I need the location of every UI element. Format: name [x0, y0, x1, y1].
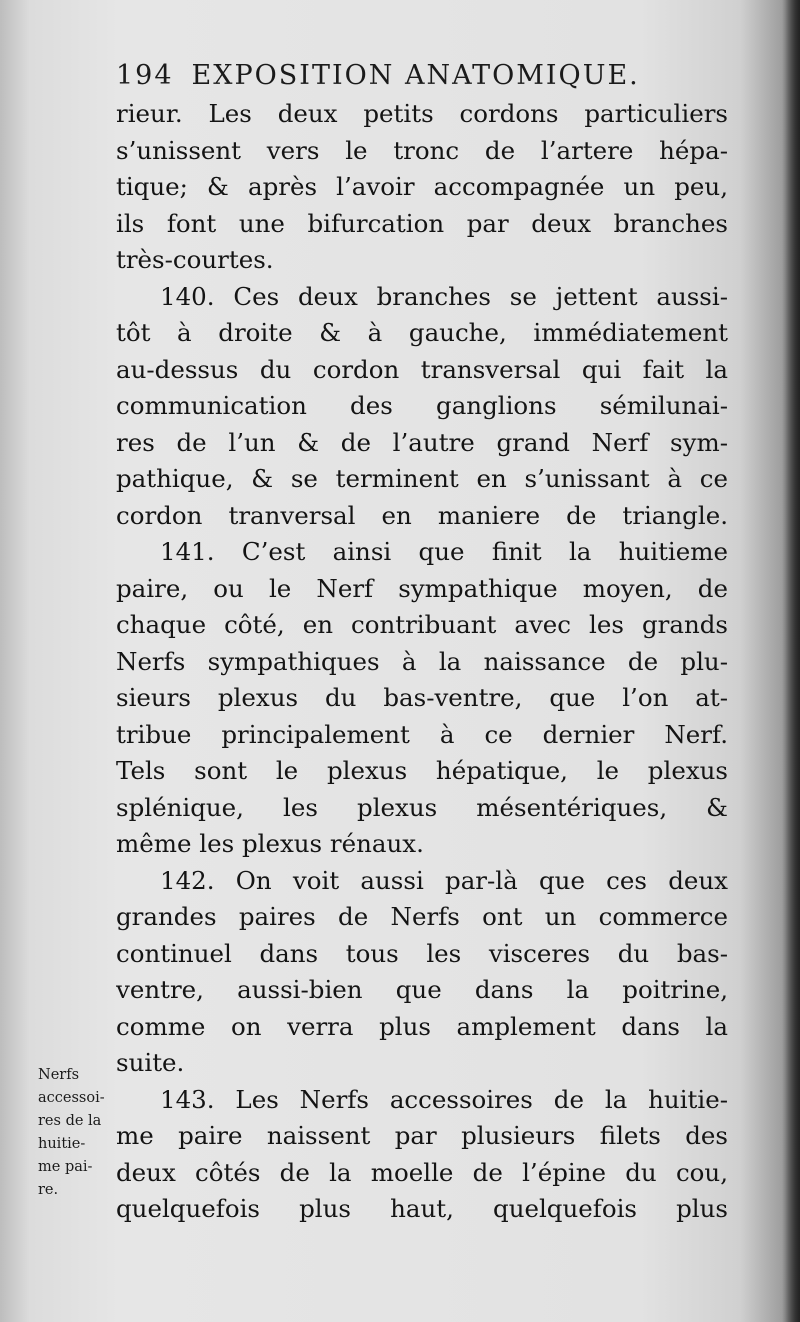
paragraph-142-start: 142. On voit aussi par-là que ces deux	[160, 865, 728, 895]
text-line: tôt à droite & à gauche, immédiatement	[116, 318, 728, 347]
margin-note-line: huitie-	[38, 1136, 86, 1152]
text-line: res de l’un & de l’autre grand Nerf sym-	[116, 427, 728, 457]
text-line: communication des ganglions sémilunai-	[116, 391, 728, 420]
body-text	[116, 96, 728, 1228]
text-line: sieurs plexus du bas-ventre, que l’on at-	[116, 683, 728, 712]
text-line: Nerfs sympathiques à la naissance de plu-	[116, 646, 728, 676]
text-line: continuel dans tous les visceres du bas-	[116, 938, 728, 968]
text-line: splénique, les plexus mésentériques, &	[116, 792, 728, 822]
text-line: chaque côté, en contribuant avec les grands	[116, 610, 728, 639]
page-number: 194	[116, 60, 174, 91]
margin-note-line: accessoi-	[38, 1090, 105, 1106]
text-line: rieur. Les deux petits cordons particuliers	[116, 99, 728, 128]
text-line: ventre, aussi-bien que dans la poitrine,	[116, 975, 728, 1004]
text-line: comme on verra plus amplement dans la	[116, 1011, 728, 1041]
text-line: grandes paires de Nerfs ont un commerce	[116, 902, 728, 931]
text-line: au-dessus du cordon transversal qui fait la	[116, 354, 728, 384]
text-line: tribue principalement à ce dernier Nerf.	[116, 719, 728, 749]
text-line: très-courtes.	[116, 245, 274, 274]
text-line: ils font une bifurcation par deux branches	[116, 208, 728, 238]
margin-note-line: me pai-	[38, 1159, 93, 1175]
margin-note-line: res de la	[38, 1113, 102, 1129]
text-line: cordon tranversal en maniere de triangle.	[116, 500, 728, 530]
text-line: s’unissent vers le tronc de l’artere hépa-	[116, 135, 728, 165]
page-gutter-shadow	[782, 0, 800, 1322]
text-line: tique; & après l’avoir accompagnée un peu,	[116, 172, 728, 201]
text-line: même les plexus rénaux.	[116, 829, 424, 858]
running-title: EXPOSITION ANATOMIQUE.	[191, 60, 640, 91]
text-line: Tels sont le plexus hépatique, le plexus	[116, 756, 728, 785]
text-line: pathique, & se terminent en s’unissant à ce	[116, 464, 728, 493]
paragraph-143-start: 143. Les Nerfs accessoires de la huitie-	[160, 1084, 728, 1114]
margin-note-line: Nerfs	[38, 1067, 80, 1083]
paragraph-140-start: 140. Ces deux branches se jettent aussi-	[160, 281, 728, 311]
text-line: deux côtés de la moelle de l’épine du cou,	[116, 1157, 728, 1187]
running-header	[116, 60, 640, 91]
text-line: me paire naissent par plusieurs filets des	[116, 1121, 728, 1150]
text-line: paire, ou le Nerf sympathique moyen, de	[116, 573, 728, 603]
margin-note-line: re.	[38, 1182, 59, 1198]
marginal-note	[38, 1064, 124, 1202]
text-line: suite.	[116, 1048, 185, 1077]
paragraph-141-start: 141. C’est ainsi que finit la huitieme	[160, 537, 728, 566]
text-line: quelquefois plus haut, quelquefois plus	[116, 1194, 728, 1223]
